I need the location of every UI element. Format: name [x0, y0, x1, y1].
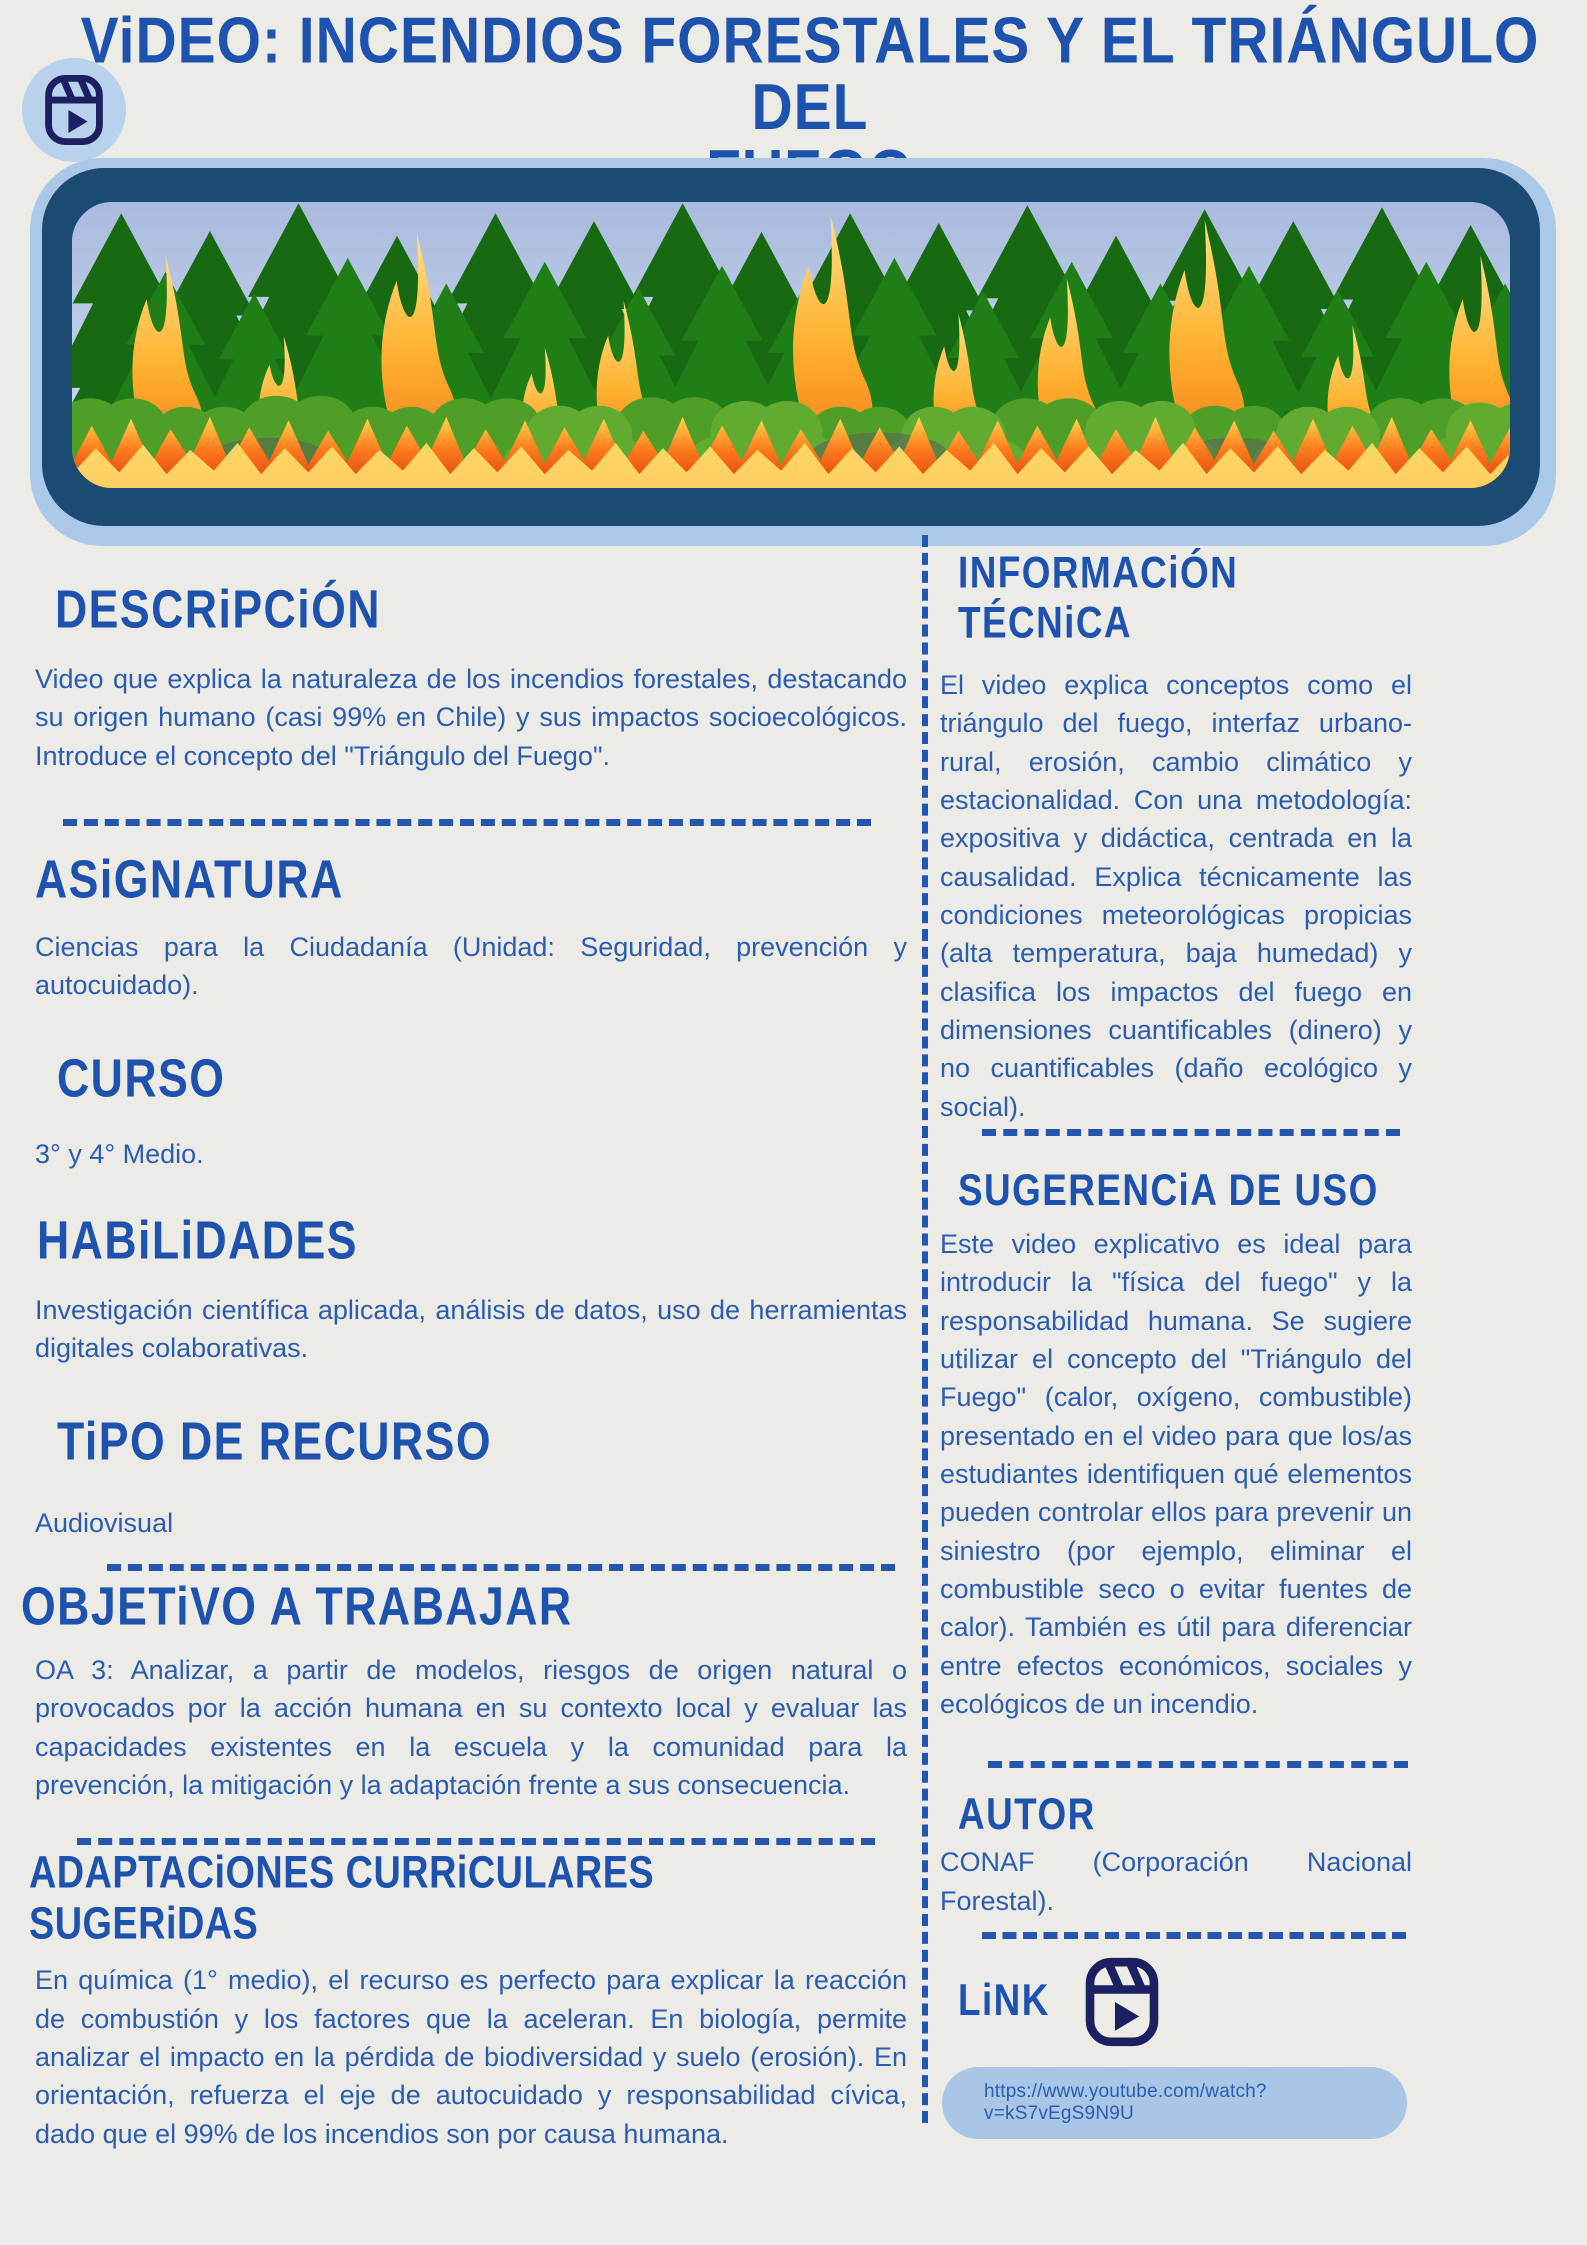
informacion-tecnica-heading: INFORMACiÓN TÉCNiCA: [958, 549, 1239, 648]
banner: [30, 158, 1556, 546]
autor-body: CONAF (Corporación Nacional Forestal).: [940, 1847, 1412, 1916]
objetivo-heading: OBJETiVO A TRABAJAR: [21, 1575, 573, 1637]
sugerencia-de-uso-body: Este video explicativo es ideal para introducir la "física del fuego" y la responsabilidad humana. Se sugiere utilizar el concepto del "Triángulo del Fuego" (calor, oxígeno, combustible) presentado en el video para que los/as estudiantes identifiquen qué elementos pueden controlar ellos para prevenir un siniestro (por ejemplo, eliminar el combustible seco o evitar fuentes de calor). También es útil para diferenciar entre efectos económicos, sociales y ecológicos de un incendio.: [940, 1228, 1412, 1719]
video-link-url[interactable]: https://www.youtube.com/watch?v=kS7vEgS9N9U: [984, 2080, 1267, 2124]
forest-fire-illustration: [72, 202, 1510, 488]
informacion-tecnica-body: El video explica conceptos como el triángulo del fuego, interfaz urbano-rural, erosión, cambio climático y estacionalidad. Con una metodología: expositiva y didáctica, centrada en la causalidad. Explica técnicamente las condiciones meteorológicas propicias (alta temperatura, baja humedad) y clasifica los impactos del fuego en dimensiones cuantificables (dinero) y no cuantificables (daño ecológico y social).: [940, 670, 1412, 1122]
tipo-de-recurso-heading: TiPO DE RECURSO: [57, 1410, 493, 1471]
asignatura-body: Ciencias para la Ciudadanía (Unidad: Seguridad, prevención y autocuidado).: [35, 931, 907, 1001]
objetivo-body: OA 3: Analizar, a partir de modelos, riesgos de origen natural o provocados por la acción humana en su contexto local y evaluar las capacidades existentes en la escuela y la comunidad para la prevención, la mitigación y la adaptación frente a sus consecuencia.: [35, 1654, 907, 1800]
link-row: [958, 1955, 1412, 2049]
page-title-line1: ViDEO: INCENDIOS FORESTALES Y EL TRIÁNGULO DEL: [80, 4, 1540, 144]
habilidades-body: Investigación científica aplicada, análisis de datos, uso de herramientas digitales colaborativas.: [35, 1294, 907, 1364]
column-divider: [922, 535, 928, 2123]
link-heading: LiNK: [958, 1976, 1050, 2026]
descripcion-heading: DESCRiPCiÓN: [55, 578, 381, 640]
descripcion-body: Video que explica la naturaleza de los incendios forestales, destacando su origen humano (casi 99% en Chile) y sus impactos socioecológicos. Introduce el concepto del "Triángulo del Fuego".: [35, 664, 907, 771]
asignatura-heading: ASiGNATURA: [35, 848, 344, 910]
sugerencia-de-uso-heading: SUGERENCiA DE USO: [958, 1166, 1379, 1216]
section-divider: [63, 819, 871, 826]
section-divider: [107, 1564, 895, 1571]
section-divider: [982, 1932, 1406, 1939]
autor-heading: AUTOR: [958, 1790, 1096, 1840]
curso-body: 3° y 4° Medio.: [35, 1138, 204, 1169]
video-link[interactable]: [942, 2067, 1407, 2139]
tipo-de-recurso-body: Audiovisual: [35, 1507, 174, 1538]
adaptaciones-heading: ADAPTACiONES CURRiCULARES SUGERiDAS: [29, 1848, 655, 1950]
curso-heading: CURSO: [57, 1047, 226, 1108]
section-divider: [982, 1129, 1400, 1136]
adaptaciones-body: En química (1° medio), el recurso es perfecto para explicar la reacción de combustión y los factores que la aceleran. En biología, permite analizar el impacto en la pérdida de biodiversidad y suelo (erosión). En orientación, refuerza el eje de autocuidado y responsabilidad cívica, dado que el 99% de los incendios son por causa humana.: [35, 1965, 907, 2149]
habilidades-heading: HABiLiDADES: [37, 1209, 358, 1271]
section-divider: [988, 1761, 1408, 1768]
reels-video-icon[interactable]: [1083, 1955, 1161, 2049]
section-divider: [77, 1838, 875, 1845]
left-column: [21, 552, 907, 2153]
right-column: [940, 540, 1412, 2139]
